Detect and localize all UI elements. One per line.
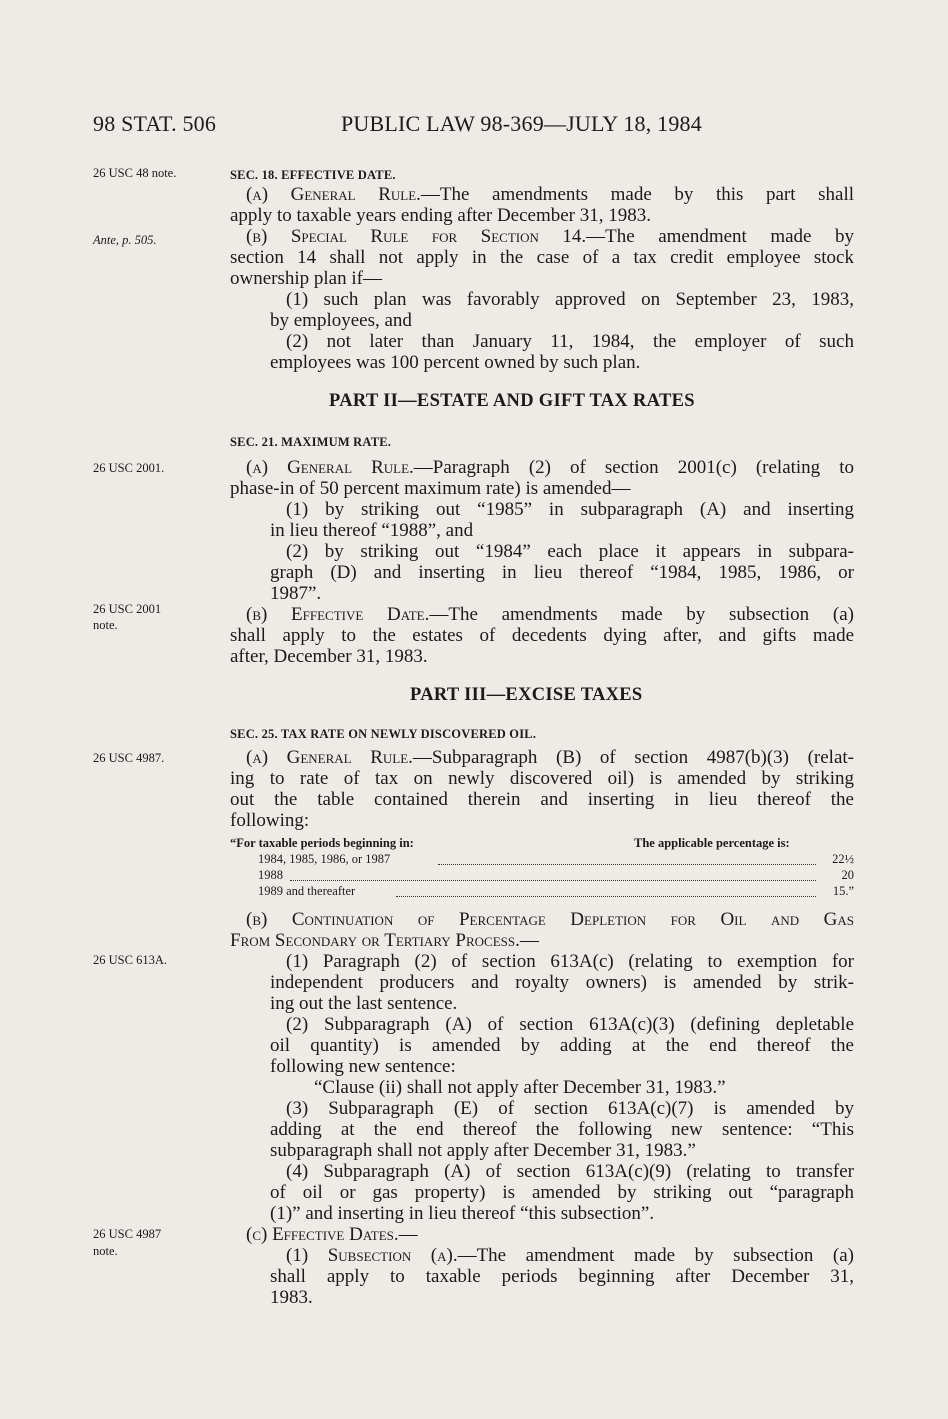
sec25-c1-line1: [286, 1245, 854, 1266]
sec18-p1-line1: (1) such plan was favorably approved on September 23, 1983,: [286, 289, 854, 310]
margin-note-usc-4987: 26 USC 4987.: [93, 751, 165, 765]
table-row-period: 1984, 1985, 1986, or 1987: [258, 852, 391, 866]
sec25-b2-quote: “Clause (ii) shall not apply after December 31, 1983.”: [314, 1077, 726, 1098]
sec25-a-line3: out the table contained therein and inserting in lieu thereof the: [230, 789, 854, 810]
margin-note-usc-2001: 26 USC 2001.: [93, 461, 165, 475]
sec25-c1-line3: 1983.: [270, 1287, 313, 1308]
sec18-b-line3: ownership plan if—: [230, 268, 382, 289]
sec18-p1-line2: by employees, and: [270, 310, 412, 331]
sec25-b4-line1: (4) Subparagraph (A) of section 613A(c)(9) (relating to transfer: [286, 1161, 854, 1182]
sec18-a-line1: [246, 184, 854, 205]
sec25-a-label: (a) General Rule.: [246, 747, 413, 768]
sec18-a-label: (a) General Rule.: [246, 184, 421, 205]
table-row-pct: 22½: [832, 852, 854, 866]
sec18-p2-line2: employees was 100 percent owned by such plan.: [270, 352, 641, 373]
margin-note-usc-4987-note-a: 26 USC 4987: [93, 1227, 162, 1241]
sec25-b4-line2: of oil or gas property) is amended by striking out “paragraph: [270, 1182, 854, 1203]
sec25-b3-line1: (3) Subparagraph (E) of section 613A(c)(7) is amended by: [286, 1098, 854, 1119]
table-row-pct: 20: [841, 868, 854, 882]
sec18-b-line1: [246, 226, 854, 247]
sec18-b-text1: —The amendment made by: [586, 226, 854, 247]
margin-note-usc-613a: 26 USC 613A.: [93, 953, 167, 967]
table-row-period: 1989 and thereafter: [258, 884, 356, 898]
table-row-period: 1988: [258, 868, 283, 882]
part-3-title: PART III—EXCISE TAXES: [410, 685, 643, 705]
sec25-c1-line2: shall apply to taxable periods beginning after December 31,: [270, 1266, 854, 1287]
sec21-b-text1: —The amendments made by subsection (a): [429, 604, 854, 625]
sec21-b-line1: [246, 604, 854, 625]
sec25-b-heading-line2: From Secondary or Tertiary Process.—: [230, 930, 539, 951]
table-leader-dots: [438, 864, 816, 865]
table-leader-dots: [396, 896, 816, 897]
sec25-b1-line3: ing out the last sentence.: [270, 993, 458, 1014]
sec25-b1-line1: (1) Paragraph (2) of section 613A(c) (relating to exemption for: [286, 951, 854, 972]
sec21-a-label: (a) General Rule.: [246, 457, 414, 478]
sec25-b-heading-line1: (b) Continuation of Percentage Depletion for Oil and Gas: [246, 909, 854, 930]
sec25-c1-text1: —The amendment made by subsection (a): [457, 1245, 854, 1266]
sec25-b2-line2: oil quantity) is amended by adding at the end thereof the: [270, 1035, 854, 1056]
sec21-p1-line1: (1) by striking out “1985” in subparagraph (A) and inserting: [286, 499, 854, 520]
sec25-b2-line1: (2) Subparagraph (A) of section 613A(c)(3) (defining depletable: [286, 1014, 854, 1035]
sec25-b1-line2: independent producers and royalty owners) is amended by strik-: [270, 972, 854, 993]
sec25-a-line4: following:: [230, 810, 310, 831]
sec25-b3-line3: subparagraph shall not apply after December 31, 1983.”: [270, 1140, 696, 1161]
sec21-a-line2: phase-in of 50 percent maximum rate) is amended—: [230, 478, 631, 499]
table-header-period: “For taxable periods beginning in:: [230, 836, 414, 850]
table-leader-dots: [290, 880, 816, 881]
sec21-p2-line2: graph (D) and inserting in lieu thereof “1984, 1985, 1986, or: [270, 562, 854, 583]
sec25-b3-line2: adding at the end thereof the following new sentence: “This: [270, 1119, 854, 1140]
statute-page-number: 98 STAT. 506: [93, 111, 217, 136]
sec25-b2-line3: following new sentence:: [270, 1056, 456, 1077]
sec25-a-line1: [246, 747, 854, 768]
sec18-b-label: (b) Special Rule for Section 14.: [246, 226, 587, 247]
table-row-pct: 15.”: [832, 884, 854, 898]
section-18-heading: SEC. 18. EFFECTIVE DATE.: [230, 168, 396, 182]
table-header-percentage: The applicable percentage is:: [634, 836, 790, 850]
sec21-p1-line2: in lieu thereof “1988”, and: [270, 520, 474, 541]
part-2-title: PART II—ESTATE AND GIFT TAX RATES: [329, 391, 695, 411]
sec21-p2-line1: (2) by striking out “1984” each place it appears in subpara-: [286, 541, 854, 562]
sec18-p2-line1: (2) not later than January 11, 1984, the employer of such: [286, 331, 854, 352]
sec25-a-line2: ing to rate of tax on newly discovered oil) is amended by striking: [230, 768, 854, 789]
margin-note-usc-2001-note-b: note.: [93, 618, 118, 632]
running-header-title: PUBLIC LAW 98-369—JULY 18, 1984: [341, 111, 702, 136]
sec21-b-line3: after, December 31, 1983.: [230, 646, 428, 667]
margin-note-usc-48: 26 USC 48 note.: [93, 166, 177, 180]
sec21-a-text1: —Paragraph (2) of section 2001(c) (relating to: [413, 457, 854, 478]
section-21-heading: SEC. 21. MAXIMUM RATE.: [230, 435, 392, 449]
sec18-a-line2: apply to taxable years ending after December 31, 1983.: [230, 205, 652, 226]
sec18-b-line2: section 14 shall not apply in the case of a tax credit employee stock: [230, 247, 854, 268]
sec21-b-label: (b) Effective Date.: [246, 604, 430, 625]
sec21-p2-line3: 1987”.: [270, 583, 322, 604]
sec25-c-heading: (c) Effective Dates.—: [246, 1224, 418, 1245]
sec25-c1-label: (1) Subsection (a).: [286, 1245, 458, 1266]
section-25-heading: SEC. 25. TAX RATE ON NEWLY DISCOVERED OIL.: [230, 727, 537, 741]
sec21-a-line1: [246, 457, 854, 478]
sec18-a-text1: —The amendments made by this part shall: [420, 184, 854, 205]
margin-note-usc-4987-note-b: note.: [93, 1244, 118, 1258]
sec25-b4-line3: (1)” and inserting in lieu thereof “this subsection”.: [270, 1203, 655, 1224]
margin-note-ante: Ante, p. 505.: [93, 233, 157, 247]
sec21-b-line2: shall apply to the estates of decedents dying after, and gifts made: [230, 625, 854, 646]
sec25-a-text1: —Subparagraph (B) of section 4987(b)(3) (relat-: [412, 747, 854, 768]
margin-note-usc-2001-note-a: 26 USC 2001: [93, 602, 162, 616]
